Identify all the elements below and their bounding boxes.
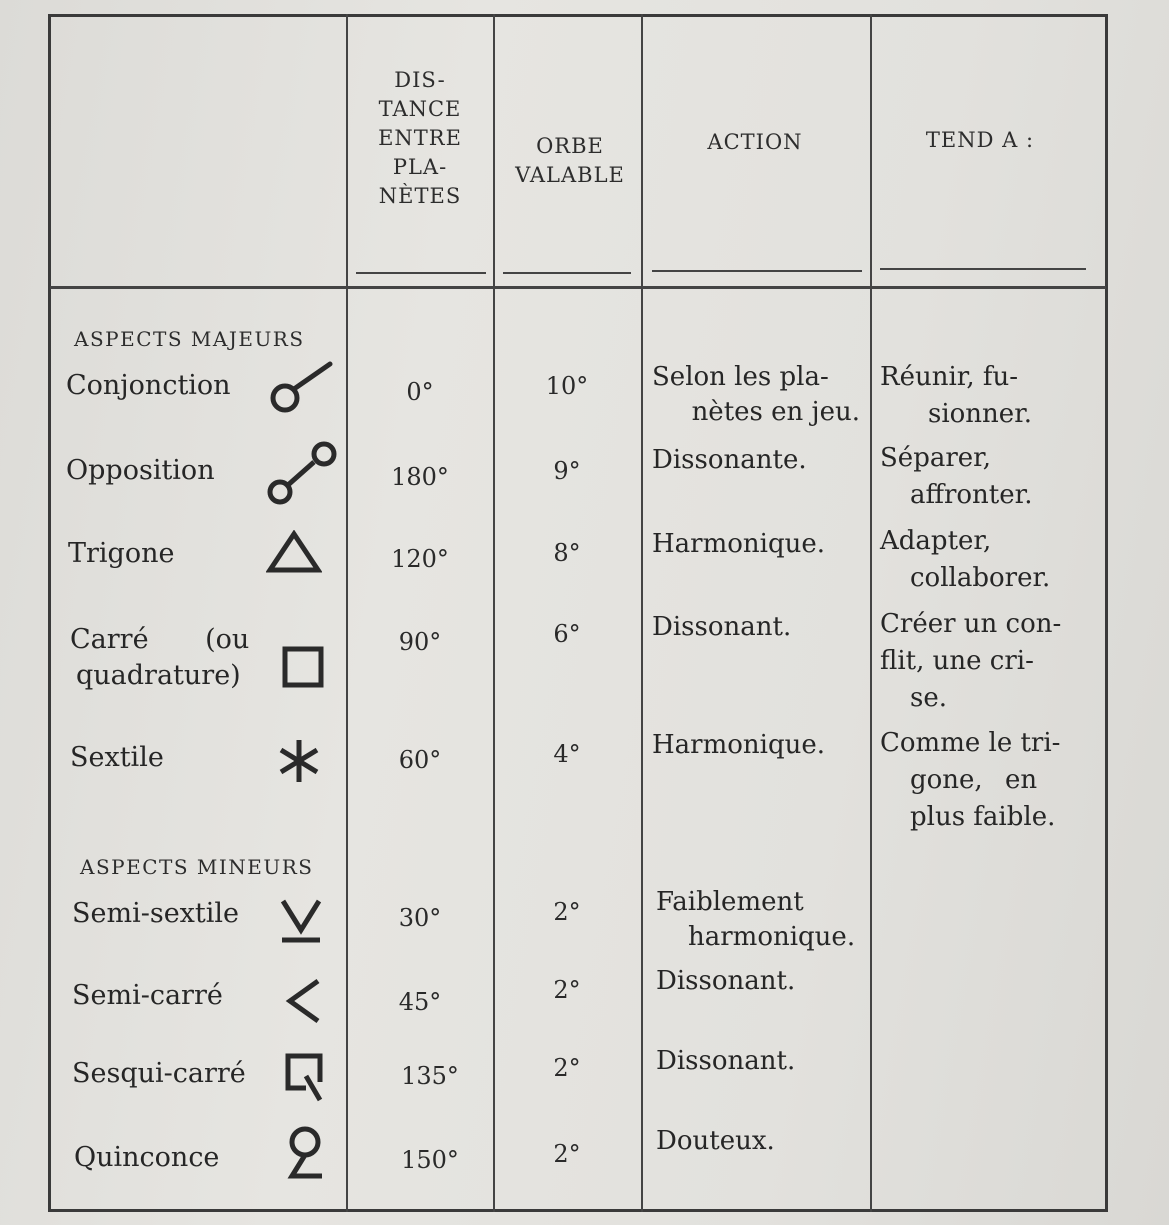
orbe-value: 9° [553,457,581,485]
distance-value: 45° [398,988,442,1016]
semi-sextile-icon [278,896,324,946]
action-text: Harmonique. [652,730,826,760]
quincunx-icon [282,1124,328,1186]
distance-value: 90° [398,628,442,656]
orbe-value: 10° [545,372,589,400]
aspect-name: Trigone [68,538,175,569]
action-text: Harmonique. [652,529,826,559]
conjunction-icon [268,360,338,416]
header-subrule [652,270,862,272]
tend-text: Réunir, fu- sionner. [880,362,1033,429]
aspect-name: Sesqui-carré [72,1058,246,1089]
orbe-value: 4° [553,740,581,768]
distance-value: 135° [401,1062,459,1090]
tend-text: Créer un con- flit, une cri- se. [880,609,1062,713]
header-distance: DIS- TANCE ENTRE PLA- NÈTES [378,68,462,208]
orbe-value: 6° [553,620,581,648]
header-action: ACTION [707,130,803,154]
orbe-value: 2° [553,1054,581,1082]
aspect-name: Quinconce [74,1142,220,1173]
tend-text: Séparer, affronter. [880,443,1033,510]
action-text: Dissonant. [656,966,796,996]
orbe-value: 8° [553,539,581,567]
distance-value: 120° [391,545,449,573]
column-divider [493,14,495,1212]
aspect-name: Conjonction [66,370,231,401]
column-divider [870,14,872,1212]
header-subrule [503,272,631,274]
action-text: Dissonante. [652,445,807,475]
aspect-name: Semi-sextile [72,898,239,929]
tend-text: Adapter, collaborer. [880,526,1051,593]
square-icon [282,646,324,688]
distance-value: 180° [391,463,449,491]
action-text: Faiblement harmonique. [656,887,856,952]
orbe-value: 2° [553,976,581,1004]
sextile-icon [274,736,324,786]
opposition-icon [264,440,344,508]
aspect-name: Carré (ou quadrature) [70,624,250,691]
distance-value: 60° [398,746,442,774]
header-tend: TEND A : [925,128,1035,152]
header-rule [50,286,1106,289]
action-text: Douteux. [656,1126,775,1156]
column-divider [346,14,348,1212]
distance-value: 30° [398,904,442,932]
header-orbe: ORBE VALABLE [515,134,625,187]
aspect-name: Sextile [70,742,164,773]
tend-text: Comme le tri- gone, en plus faible. [880,728,1061,832]
header-subrule [356,272,486,274]
action-text: Selon les pla- nètes en jeu. [652,362,860,427]
section-major: ASPECTS MAJEURS [74,327,305,351]
orbe-value: 2° [553,1140,581,1168]
sesquiquadrate-icon [284,1052,328,1106]
orbe-value: 2° [553,898,581,926]
aspect-name: Opposition [66,455,215,486]
action-text: Dissonant. [656,1046,796,1076]
section-minor: ASPECTS MINEURS [80,855,314,879]
header-subrule [880,268,1086,270]
action-text: Dissonant. [652,612,792,642]
aspect-name: Semi-carré [72,980,223,1011]
distance-value: 0° [406,378,434,406]
semi-square-icon [284,976,324,1026]
column-divider [641,14,643,1212]
distance-value: 150° [401,1146,459,1174]
trine-icon [266,530,322,574]
